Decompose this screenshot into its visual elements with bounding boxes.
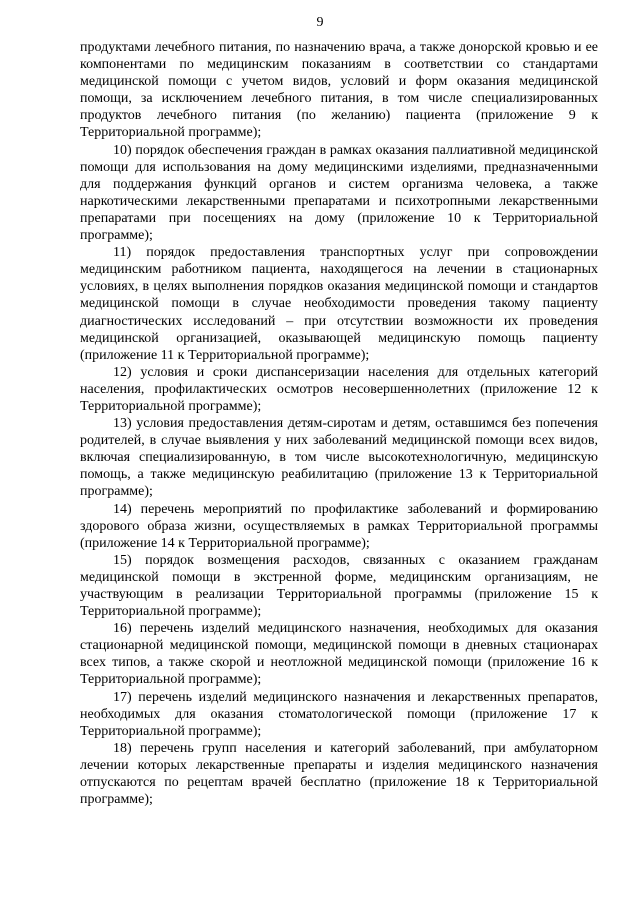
paragraph-continuation: продуктами лечебного питания, по назначению врача, а также донорской кровью и ее компонентами по медицинским показаниям в соответствии со стандартами медицинской помощи с учетом видов, условий и форм оказания медицинской помощи, за исключением лечебного питания, в том числе специализированных продуктов лечебного питания (по желанию) пациента (приложение 9 к Территориальной программе); xyxy=(80,40,598,141)
list-item-12: 12) условия и сроки диспансеризации населения для отдельных категорий населения, профилактических осмотров несовершеннолетних (приложение 12 к Территориальной программе); xyxy=(80,364,598,414)
list-item-13: 13) условия предоставления детям-сиротам и детям, оставшимся без попечения родителей, в случае выявления у них заболеваний медицинской помощи всех видов, включая специализированную, в том числе высокотехнологичную, медицинскую помощь, а также медицинскую реабилитацию (приложение 13 к Территориальной программе); xyxy=(80,416,598,500)
list-item-15: 15) порядок возмещения расходов, связанных с оказанием гражданам медицинской помощи в экстренной форме, медицинским организациям, не участвующим в реализации Территориальной программы (приложение 15 к Территориальной программе); xyxy=(80,552,598,620)
list-item-14: 14) перечень мероприятий по профилактике заболеваний и формированию здорового образа жизни, осуществляемых в рамках Территориальной программы (приложение 14 к Территориальной программе); xyxy=(80,501,598,551)
list-item-16: 16) перечень изделий медицинского назначения, необходимых для оказания стационарной медицинской помощи, медицинской помощи в дневных стационарах всех типов, а также скорой и неотложной медицинской помощи (приложение 16 к Территориальной программе); xyxy=(80,621,598,688)
list-item-17: 17) перечень изделий медицинского назначения и лекарственных препаратов, необходимых для оказания стоматологической помощи (приложение 17 к Территориальной программе); xyxy=(80,689,598,739)
page-number: 9 xyxy=(316,15,324,30)
list-item-18: 18) перечень групп населения и категорий заболеваний, при амбулаторном лечении которых лекарственные препараты и изделия медицинского назначения отпускаются по рецептам врачей бесплатно (приложение 18 к Территориальной программе); xyxy=(80,740,598,808)
document-body xyxy=(80,39,598,808)
list-item-11: 11) порядок предоставления транспортных услуг при сопровождении медицинским работником пациента, находящегося на лечении в стационарных условиях, в целях выполнения порядков оказания медицинской помощи и стандартов медицинской помощи в случае необходимости проведения такому пациенту диагностических исследований – при отсутствии возможности их проведения медицинской организацией, оказывающей медицинскую помощь пациенту (приложение 11 к Территориальной программе); xyxy=(80,245,598,363)
list-item-10: 10) порядок обеспечения граждан в рамках оказания паллиативной медицинской помощи для использования на дому медицинскими изделиями, предназначенными для поддержания функций органов и систем организма человека, а также наркотическими лекарственными препаратами и психотропными лекарственными препаратами при посещениях на дому (приложение 10 к Территориальной программе); xyxy=(80,142,598,244)
